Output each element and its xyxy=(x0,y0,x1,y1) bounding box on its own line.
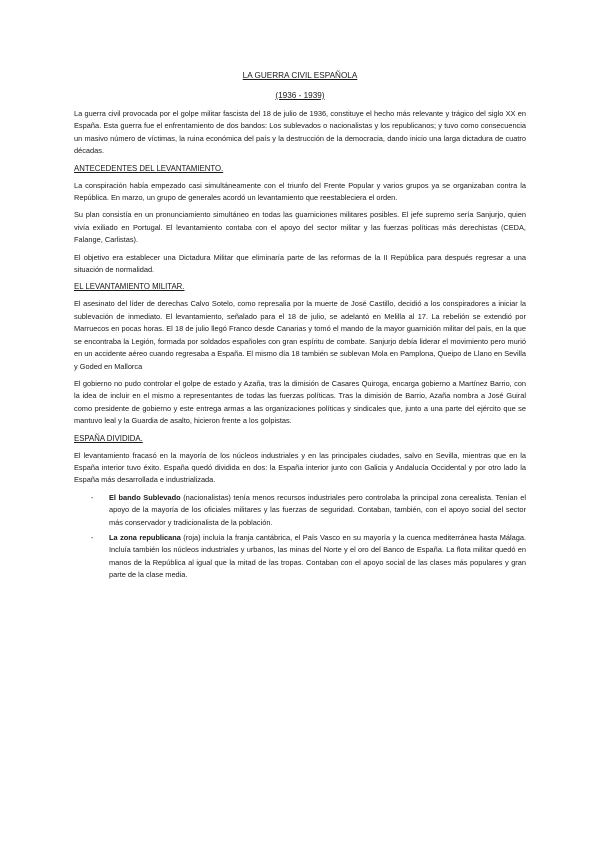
bullet-dash: - xyxy=(91,492,94,502)
bullet-list xyxy=(74,492,526,582)
intro-paragraph: La guerra civil provocada por el golpe militar fascista del 18 de julio de 1936, constituye el hecho más relevante y trágico del siglo XX en España. Esta guerra fue el enfrentamiento de dos bandos: Los sublevados o nacionalistas y los republicanos; y tuvo como consecuencia un masivo número de víctimas, la ruina económica del país y la destrucción de la democracia, dando inicio una larga dictadura de cuatro décadas. xyxy=(74,109,526,156)
paragraph: El levantamiento fracasó en la mayoría de los núcleos industriales y en las principales ciudades, salvo en Sevilla, mientras que en la España interior tuvo éxito. España quedó dividida en dos: la España interior junto con Galicia y Andalucía Occidental y por otro lado la España más desarrollada e industrializada. xyxy=(74,450,526,485)
paragraph: Su plan consistía en un pronunciamiento simultáneo en todas las guarniciones militares posibles. El jefe supremo sería Sanjurjo, quien vivía exiliado en Portugal. El levantamiento contaba con el apoyo del sector militar y las fuerzas políticas más derechistas (CEDA, Falange, Carlistas). xyxy=(74,210,526,245)
bullet-text: (nacionalistas) tenía menos recursos industriales pero controlaba la principal zona cerealista. Tenían el apoyo de la mayoría de los oficiales militares y las fuerzas de seguridad. Contaban, también, con el apoyo social del sector más conservador y tradicionalista de la población. xyxy=(109,492,526,527)
list-item xyxy=(74,532,526,582)
section-heading-antecedentes: ANTECEDENTES DEL LEVANTAMIENTO. xyxy=(74,163,224,173)
list-item xyxy=(74,492,526,529)
document-subtitle: (1936 - 1939) xyxy=(275,91,325,100)
paragraph: El asesinato del líder de derechas Calvo Sotelo, como represalia por la muerte de José Castillo, decidió a los conspiradores a iniciar la sublevación de inmediato. El levantamiento, señalado para el 18 de julio, se adelantó en Melilla al 17. La rebelión se extendió por Marruecos en pocas horas. El 18 de julio llegó Franco desde Canarias y tomó el mando de la mayor guarnición militar del país, en la que se encontraba la Legión, formada por soldados españoles con gran espíritu de combate. Sanjurjo debía liderar el movimiento pero murió en un accidente aéreo cuando regresaba a España. El mismo día 18 también se sublevan Mola en Pamplona, Queipo de Llano en Sevilla y Goded en Mallorca xyxy=(74,299,526,371)
section-heading-levantamiento: EL LEVANTAMIENTO MILITAR. xyxy=(74,282,185,292)
section-heading-espana-dividida: ESPAÑA DIVIDIDA. xyxy=(74,433,143,443)
bullet-label: El bando Sublevado xyxy=(109,492,181,502)
paragraph: La conspiración había empezado casi simultáneamente con el triunfo del Frente Popular y varios grupos ya se organizaban contra la República. En marzo, un grupo de generales acordó un levantamiento que reestableciera el orden. xyxy=(74,180,526,203)
bullet-dash: - xyxy=(91,532,94,542)
paragraph: El gobierno no pudo controlar el golpe de estado y Azaña, tras la dimisión de Casares Quiroga, encarga gobierno a Martínez Barrio, con la idea de incluir en el mismo a representantes de todas las fuerzas políticas. Tras la dimisión de Barrio, Azaña nombra a José Guiral como presidente de gobierno y este entrega armas a las organizaciones políticas y sindicales que, junto a una parte del ejército que se mantuvo leal y la Guardia de asalto, hicieron frente a los golpistas. xyxy=(74,378,526,426)
document-page xyxy=(74,70,526,585)
paragraph: El objetivo era establecer una Dictadura Militar que eliminaría parte de las reformas de la II República para después regresar a una situación de normalidad. xyxy=(74,252,526,275)
bullet-label: La zona republicana xyxy=(109,532,181,542)
document-title: LA GUERRA CIVIL ESPAÑOLA xyxy=(242,71,358,80)
bullet-text: (roja) incluía la franja cantábrica, el País Vasco en su mayoría y la cuenca mediterránea hasta Málaga. Incluía también los núcleos industriales y urbanos, las minas del Norte y el oro del Banco de España. La flota militar quedó en manos de la República al igual que la mitad de las tropas. Contaban con el apoyo social de las clases más populares y gran parte de la clase media. xyxy=(109,532,526,580)
